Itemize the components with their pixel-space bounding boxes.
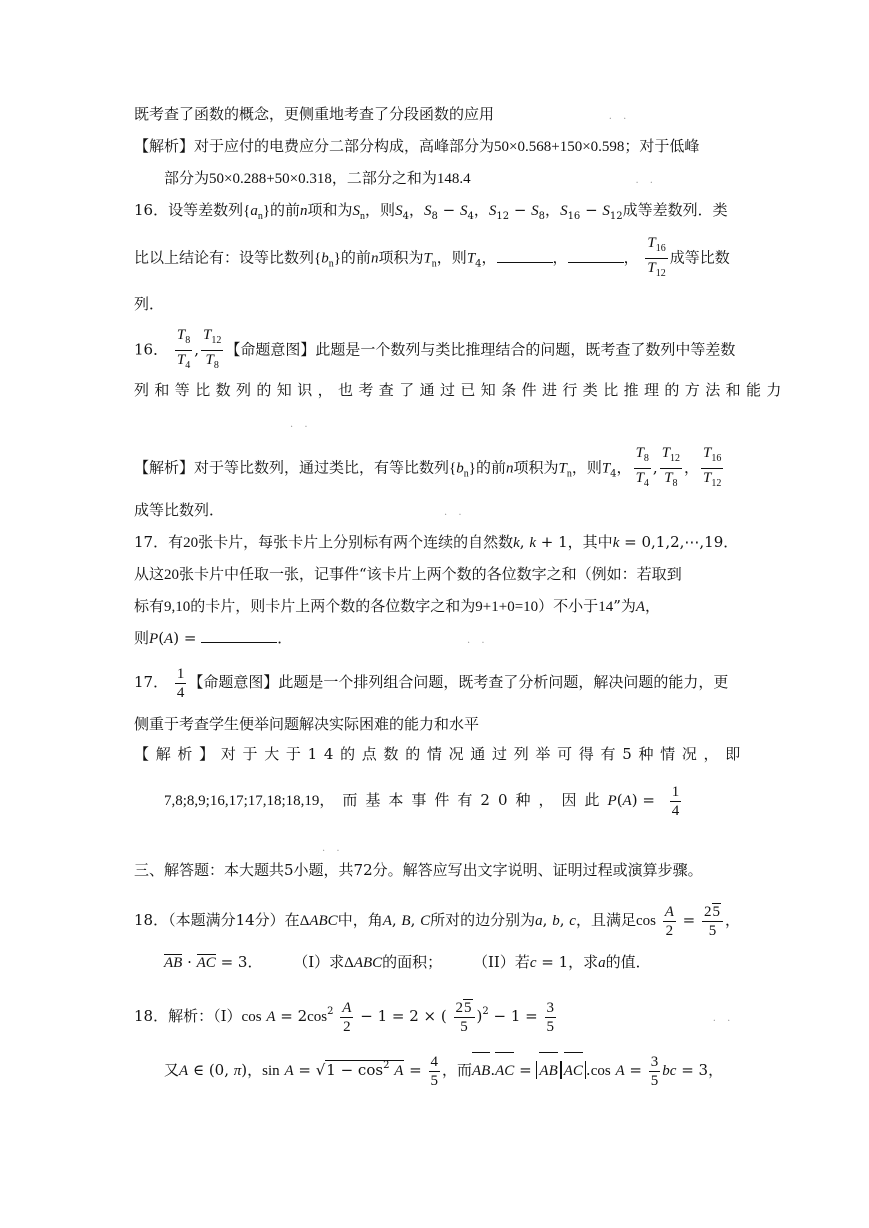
- answer-16-line-4: 成等比数列． . .: [134, 501, 466, 519]
- text-line-3: 部分为50×0.288+50×0.318，二部分之和为148.4 . .: [164, 169, 657, 187]
- question-16-line-2: 比以上结论有：设等比数列$\{b_n\}$的前n项积为$T_n$，则$T_4$， ， ， $\frac{T_{16}}{T_{12}}$ 成等比数: [134, 235, 730, 279]
- answer-16-line-1: 16． $\frac{T_8}{T_4}$ , $\frac{T_{12}}{T_8}$ 【命题意图】此题是一个数列与类比推理结合的问题，既考查了数列中等差数: [134, 327, 736, 371]
- answer-17-line-4: 7,8;8,9;16,17;17,18;18,19，而基本事件有20种，因此P(A) = $\frac{1}{4}$: [164, 783, 680, 819]
- question-17-line-4: 则P(A) = ． . .: [134, 629, 489, 647]
- answer-blank-3[interactable]: [201, 628, 277, 643]
- question-17-line-1: 17．有20张卡片，每张卡片上分别标有两个连续的自然数k, k + 1，其中k = 0,1,2,⋯,19．: [134, 533, 739, 551]
- answer-18-line-1: 18．解析：（Ⅰ）cos $A = 2\cos^2$ $\frac{A}{2}$ − 1 = 2 × ( $\frac{25}{5}$ )$^2$ − 1 = $\frac{3}{5}$ . .: [134, 999, 735, 1035]
- answer-blank-2[interactable]: [568, 248, 624, 263]
- question-16-line-3: 列．: [134, 295, 165, 313]
- question-16-line-1: 16．设等差数列$\{a_n\}$的前n项和为$S_n$，则$S_4$，$S_8 - S_4$，$S_{12} - S_8$，$S_{16} - S_{12}$成等差数列．类: [134, 201, 728, 222]
- text-line-1: 既考查了函数的概念，更侧重地考查了分段函数的应用 . .: [134, 105, 631, 123]
- answer-17-line-1: 17． $\frac{1}{4}$ 【命题意图】此题是一个排列组合问题，既考查了分析问题，解决问题的能力，更: [134, 665, 729, 701]
- question-17-line-2: 从这20张卡片中任取一张，记事件“该卡片上两个数的各位数字之和（例如：若取到: [134, 565, 682, 583]
- question-18-line-2: AB · AC = 3． （I）求ΔABC的面积； （II）若c = 1，求a的值．: [164, 953, 651, 971]
- answer-16-line-3: 【解析】对于等比数列，通过类比，有等比数列$\{b_n\}$的前n项积为$T_n$，则$T_4$， $\frac{T_8}{T_4}$ , $\frac{T_{12}}{T_8}$ ， $\frac{T_{16}}{T_{12}}$: [134, 445, 722, 489]
- text-line-2: 【解析】对于应付的电费应分二部分构成，高峰部分为50×0.568+150×0.598；对于低峰: [134, 137, 700, 155]
- question-18-line-1: 18．（本题满分14分）在ΔABC中，角A, B, C所对的边分别为a, b, c，且满足cos $\frac{A}{2}$ = $\frac{25}{5}$ ，: [134, 903, 741, 939]
- answer-16-line-2: 列和等比数列的知识，也考查了通过已知条件进行类比推理的方法和能力: [134, 381, 787, 399]
- question-17-line-3: 标有9,10的卡片，则卡片上两个数的各位数字之和为9+1+0=10）不小于14”为A，: [134, 597, 661, 615]
- section-3-heading: 三、解答题：本大题共5小题，共72分。解答应写出文字说明、证明过程或演算步骤。: [134, 861, 703, 879]
- answer-17-line-2: 侧重于考查学生便举问题解决实际困难的能力和水平: [134, 715, 480, 733]
- answer-18-line-2: 又A ∈ (0, π)，$\sin A = √1 - \cos^2 A$ = $\frac{4}{5}$ ，而AB.AC = AB AC .cos A = $\frac{3}{5}$ bc = 3，: [164, 1046, 723, 1091]
- answer-17-line-3: 【解析】对于大于14的点数的情况通过列举可得有5种情况，即: [134, 745, 747, 763]
- answer-blank-1[interactable]: [497, 248, 553, 263]
